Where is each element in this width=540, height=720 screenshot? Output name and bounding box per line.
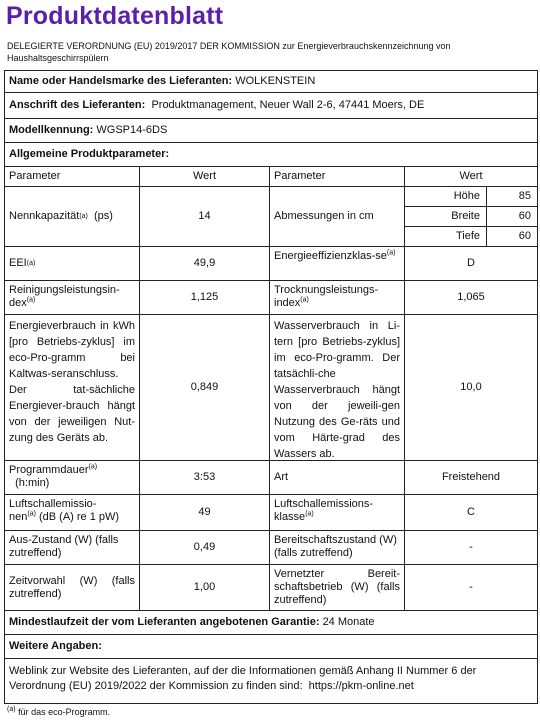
- depth-value: 60: [518, 230, 531, 242]
- delay-row: [5, 565, 537, 611]
- drying-index-value: 1,065: [457, 291, 485, 303]
- energy-consumption-label: Energieverbrauch in kWh [pro Betriebs-zyklus] im eco-Pro-gramm bei Kaltwas-seranschluss. Der tat-sächliche Energiever-brauch hängt von der jeweiligen Nut-zung des Geräts ab.: [5, 315, 140, 460]
- width-label: Breite: [405, 207, 487, 226]
- footnote: [7, 707, 110, 717]
- eei-value: 49,9: [140, 247, 270, 280]
- performance-row: [5, 281, 537, 315]
- footnote-mark: (a): [7, 706, 16, 713]
- off-mode-label: Aus-Zustand (W) (falls zutreffend): [5, 531, 140, 564]
- delay-start-label: Zeitvorwahl (W) (falls zutreffend): [5, 565, 140, 610]
- supplier-name-row: [5, 71, 537, 93]
- supplier-name-label: Name oder Handelsmarke des Lieferanten:: [9, 75, 233, 87]
- general-params-row: [5, 143, 537, 167]
- eei-label: EEI (a): [5, 247, 140, 280]
- further-info-label: Weitere Angaben:: [9, 640, 102, 652]
- water-consumption-label: Wasserverbrauch in Li-tern [pro Betriebs-zyklus] im eco-Pro-gramm. Der tatsächli-che Wasserverbrauch hängt von der jeweili-gen Nutzung des Ge-räts und vom Härte-grad des Wassers ab.: [270, 315, 405, 460]
- standby-value: -: [469, 541, 473, 553]
- further-info-row: [5, 635, 537, 659]
- page-title: Produktdatenblatt: [6, 2, 224, 30]
- column-header-row: [5, 167, 537, 187]
- capacity-label: Nennkapazität (a) (ps): [5, 187, 140, 246]
- eei-row: [5, 247, 537, 281]
- cleaning-index-value: 1,125: [140, 281, 270, 314]
- supplier-address-label: Anschrift des Lieferanten:: [9, 99, 146, 111]
- standby-label: Bereitschaftszustand (W) (falls zutreffend): [270, 531, 405, 564]
- off-mode-row: [5, 531, 537, 565]
- model-value: WGSP14-6DS: [96, 124, 168, 136]
- cleaning-index-label: Reinigungsleistungsin-dex$^{(a)}$: [5, 281, 140, 314]
- networked-standby-label: Vernetzter Bereit-schaftsbetrieb (W) (falls zutreffend): [270, 565, 405, 610]
- col-header-param-2: Parameter: [270, 167, 405, 186]
- water-consumption-value: 10,0: [460, 381, 482, 393]
- regulation-subtitle: DELEGIERTE VERORDNUNG (EU) 2019/2017 DER KOMMISSION zur Energieverbrauchskennzeichnung von Haushaltsgeschirrspülern: [7, 41, 451, 63]
- noise-row: [5, 495, 537, 531]
- networked-standby-value: -: [469, 581, 473, 593]
- capacity-value: 14: [140, 187, 270, 246]
- delay-start-value: 1,00: [140, 565, 270, 610]
- off-mode-value: 0,49: [140, 531, 270, 564]
- col-header-value-1: Wert: [140, 167, 270, 186]
- guarantee-label: Mindestlaufzeit der vom Lieferanten angebotenen Garantie:: [9, 616, 320, 628]
- dimensions-values: [405, 187, 537, 246]
- datasheet-table: [4, 70, 538, 704]
- drying-index-label: Trocknungsleistungs-index$^{(a)}$: [270, 281, 405, 314]
- guarantee-row: [5, 611, 537, 635]
- noise-label: Luftschallemissio- nen$^{(a)}$ (dB (A) re 1 pW): [5, 495, 140, 530]
- weblink-row: [5, 659, 537, 703]
- duration-label: Programmdauer$^{(a)}$ (h:min): [5, 461, 140, 494]
- model-label: Modellkennung:: [9, 124, 94, 136]
- noise-class-value: C: [467, 506, 475, 518]
- type-label: Art: [270, 461, 405, 494]
- capacity-row: [5, 187, 537, 247]
- depth-label: Tiefe: [405, 227, 487, 246]
- col-header-value-2: Wert: [459, 170, 483, 182]
- width-row: [405, 207, 537, 227]
- duration-row: [5, 461, 537, 495]
- eeclass-label: Energieeffizienzklas-$se^{(a)}$: [270, 247, 405, 280]
- height-label: Höhe: [405, 187, 487, 206]
- footnote-text: für das eco-Programm.: [18, 707, 111, 717]
- supplier-name-value: WOLKENSTEIN: [235, 75, 316, 87]
- duration-value: 3:53: [140, 461, 270, 494]
- model-row: [5, 119, 537, 143]
- height-row: [405, 187, 537, 207]
- energy-consumption-value: 0,849: [140, 315, 270, 460]
- noise-value: 49: [140, 495, 270, 530]
- weblink-url[interactable]: https://pkm-online.net: [308, 680, 414, 692]
- height-value: 85: [518, 190, 531, 202]
- supplier-address-row: [5, 93, 537, 119]
- supplier-address-value: Produktmanagement, Neuer Wall 2-6, 47441 Moers, DE: [151, 99, 425, 111]
- width-value: 60: [518, 210, 531, 222]
- depth-row: [405, 227, 537, 246]
- guarantee-value: 24 Monate: [322, 616, 375, 628]
- type-value: Freistehend: [441, 471, 501, 483]
- eeclass-value: D: [467, 257, 475, 269]
- general-params-label: Allgemeine Produktparameter:: [9, 148, 170, 160]
- dimensions-label: Abmessungen in cm: [270, 187, 405, 246]
- col-header-param-1: Parameter: [5, 167, 140, 186]
- consumption-row: [5, 315, 537, 461]
- noise-class-label: Luftschallemissions-klasse$^{(a)}$: [270, 495, 405, 530]
- weblink-text: Weblink zur Website des Lieferanten, auf der die Informationen gemäß Anhang II Nummer 6 der Verordnung (EU) 2019/2022 der Kommission zu finden sind:: [9, 665, 477, 692]
